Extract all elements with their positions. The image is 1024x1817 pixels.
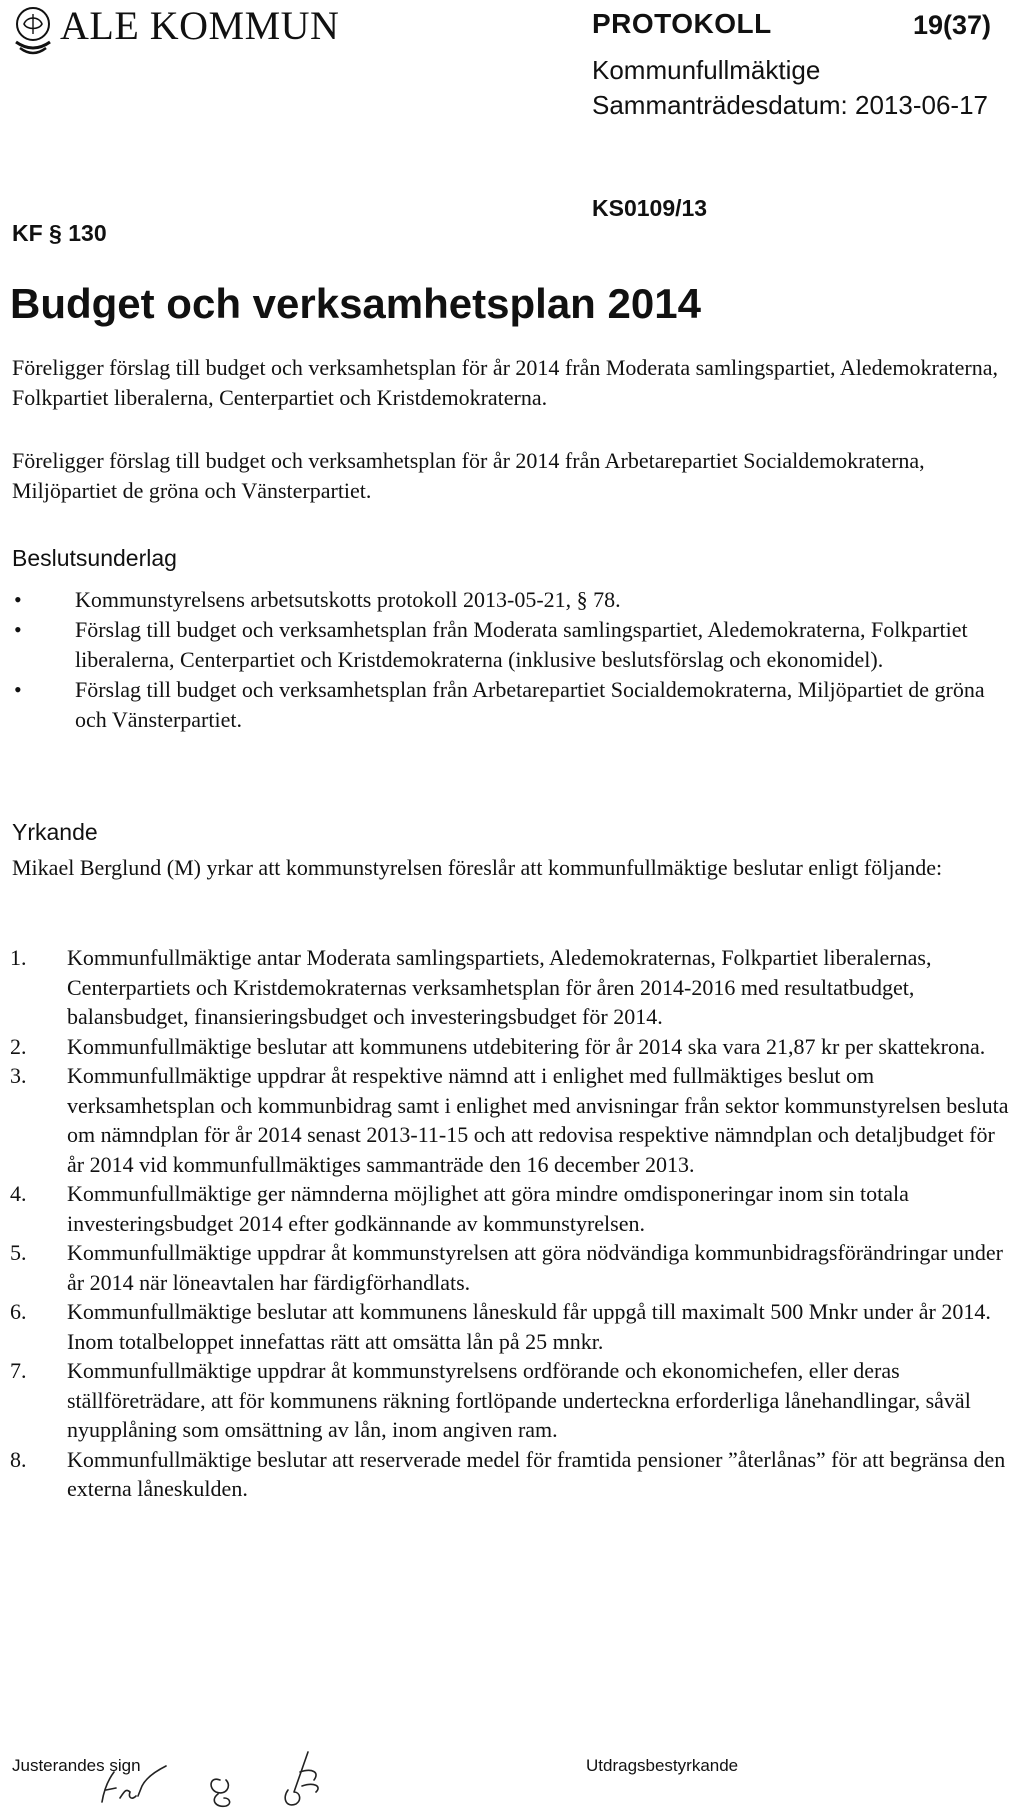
decision-number: 8. bbox=[10, 1446, 27, 1472]
signature-initials-icon bbox=[70, 1742, 370, 1814]
list-item-text: Förslag till budget och verksamhetsplan från Arbetarepartiet Socialdemokraterna, Miljöpartiet de gröna och Vänsterpartiet. bbox=[75, 677, 985, 732]
decision-item bbox=[10, 1238, 1015, 1297]
list-item bbox=[12, 675, 1012, 735]
municipal-crest-icon bbox=[10, 4, 56, 56]
decision-text: Kommunfullmäktige uppdrar åt kommunstyrelsens ordförande och ekonomichefen, eller deras ställföreträdare, att för kommunens räkning fortlöpande underteckna erforderliga lånehandlingar, såväl nyupplåning som omsättning av lån, inom angiven ram. bbox=[67, 1358, 971, 1442]
decision-number: 7. bbox=[10, 1358, 27, 1383]
decision-text: Kommunfullmäktige uppdrar åt respektive nämnd att i enlighet med fullmäktiges beslut om verksamhetsplan och kommunbidrag samt i enlighet med anvisningar från sektor kommunstyrelsen besluta om nämndplan för år 2014 senast 2013-11-15 och att redovisa respektive nämndplan och detaljbudget för år 2014 vid kommunfullmäktiges sammanträde den 16 december 2013. bbox=[67, 1063, 1009, 1177]
intro-paragraph-1: Föreligger förslag till budget och verksamhetsplan för år 2014 från Moderata samlingspartiet, Aledemokraterna, Folkpartiet liberalerna, Centerpartiet och Kristdemokraterna. bbox=[12, 355, 999, 410]
decision-number: 3. bbox=[10, 1063, 27, 1088]
decision-text: Kommunfullmäktige ger nämnderna möjlighet att göra mindre omdisponeringar inom sin totala investeringsbudget 2014 efter godkännande av kommunstyrelsen. bbox=[67, 1181, 909, 1236]
list-item-text: Kommunstyrelsens arbetsutskotts protokoll 2013-05-21, § 78. bbox=[75, 587, 621, 612]
decision-item bbox=[10, 1032, 1015, 1062]
organization-body: Kommunfullmäktige bbox=[592, 55, 821, 85]
yrkande-intro: Mikael Berglund (M) yrkar att kommunstyrelsen föreslår att kommunfullmäktige beslutar enligt följande: bbox=[12, 855, 943, 880]
page-title: Budget och verksamhetsplan 2014 bbox=[10, 280, 701, 327]
decision-item bbox=[10, 1297, 1015, 1356]
list-item bbox=[12, 585, 1012, 615]
org-name: ALE KOMMUN bbox=[60, 3, 340, 48]
bullet-icon: • bbox=[14, 617, 22, 642]
justerandes-sign-label: Justerandes sign bbox=[12, 1756, 141, 1775]
decision-number: 6. bbox=[10, 1299, 27, 1324]
list-item bbox=[12, 615, 1012, 675]
utdragsbestyrkande-label: Utdragsbestyrkande bbox=[586, 1756, 739, 1775]
decision-text: Kommunfullmäktige beslutar att kommunens utdebitering för år 2014 ska vara 21,87 kr per skattekrona. bbox=[67, 1033, 986, 1059]
decision-text: Kommunfullmäktige beslutar att reserverade medel för framtida pensioner ”återlånas” för att begränsa den externa låneskulden. bbox=[67, 1446, 1006, 1501]
decision-item bbox=[10, 943, 1015, 1032]
decision-text: Kommunfullmäktige antar Moderata samlingspartiets, Aledemokraternas, Folkpartiet liberalernas, Centerpartiets och Kristdemokraternas verksamhetsplan för åren 2014-2016 med resultatbudget, balansbudget, finansieringsbudget och investeringsbudget för 2014. bbox=[67, 945, 932, 1029]
beslutsunderlag-heading: Beslutsunderlag bbox=[12, 545, 177, 571]
section-paragraph: KF § 130 bbox=[12, 220, 107, 246]
decision-number: 1. bbox=[10, 945, 27, 970]
decision-number: 2. bbox=[10, 1033, 27, 1059]
decision-item bbox=[10, 1179, 1015, 1238]
document-type: PROTOKOLL bbox=[592, 8, 772, 39]
decision-text: Kommunfullmäktige beslutar att kommunens låneskuld får uppgå till maximalt 500 Mnkr under år 2014. Inom totalbeloppet innefattas rätt att omsätta lån på 25 mnkr. bbox=[67, 1299, 991, 1354]
decision-item bbox=[10, 1356, 1015, 1445]
decision-list bbox=[10, 943, 1015, 1504]
decision-item bbox=[10, 1061, 1015, 1179]
meeting-date: Sammanträdesdatum: 2013-06-17 bbox=[592, 90, 989, 120]
bullet-icon: • bbox=[14, 677, 22, 702]
bullet-icon: • bbox=[14, 587, 22, 612]
beslutsunderlag-list bbox=[12, 585, 1012, 735]
decision-text: Kommunfullmäktige uppdrar åt kommunstyrelsen att göra nödvändiga kommunbidragsförändringar under år 2014 när löneavtalen har färdigförhandlats. bbox=[67, 1240, 1003, 1295]
decision-item bbox=[10, 1445, 1015, 1504]
decision-number: 4. bbox=[10, 1181, 27, 1206]
yrkande-heading: Yrkande bbox=[12, 819, 98, 845]
decision-number: 5. bbox=[10, 1240, 27, 1265]
page-number: 19(37) bbox=[913, 10, 992, 40]
intro-paragraph-2: Föreligger förslag till budget och verksamhetsplan för år 2014 från Arbetarepartiet Socialdemokraterna, Miljöpartiet de gröna och Vänsterpartiet. bbox=[12, 448, 925, 503]
case-number: KS0109/13 bbox=[592, 195, 708, 221]
list-item-text: Förslag till budget och verksamhetsplan från Moderata samlingspartiet, Aledemokraterna, Folkpartiet liberalerna, Centerpartiet och Kristdemokraterna (inklusive beslutsförslag och ekonomidel). bbox=[75, 617, 968, 672]
